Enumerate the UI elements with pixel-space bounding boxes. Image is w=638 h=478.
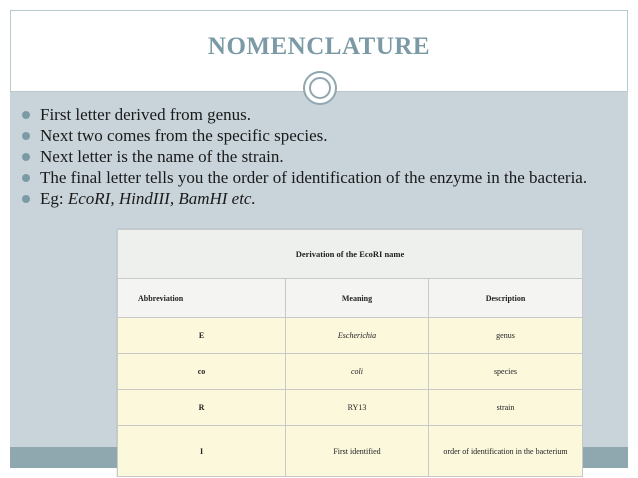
table-cell-meaning: coli bbox=[286, 354, 429, 390]
bullet-item bbox=[22, 148, 612, 166]
bullet-list bbox=[22, 106, 612, 211]
table-cell-description: genus bbox=[429, 318, 583, 354]
slide-title: NOMENCLATURE bbox=[207, 33, 431, 60]
table-cell-meaning: RY13 bbox=[286, 390, 429, 426]
table-cell-description: strain bbox=[429, 390, 583, 426]
bullet-icon bbox=[22, 153, 30, 161]
table-caption: Derivation of the EcoRI name bbox=[118, 230, 583, 279]
bullet-icon bbox=[22, 174, 30, 182]
bullet-example-enzymes: EcoRI, HindIII, BamHI etc. bbox=[67, 189, 256, 208]
table-row bbox=[118, 318, 583, 354]
column-header-description: Description bbox=[429, 279, 583, 318]
table-cell-abbreviation: co bbox=[118, 354, 286, 390]
bullet-item bbox=[22, 190, 612, 208]
bullet-example-prefix: Eg: bbox=[40, 189, 68, 208]
table-cell-meaning: First identified bbox=[286, 426, 429, 477]
table-row bbox=[118, 426, 583, 477]
table-cell-description: order of identification in the bacterium bbox=[429, 426, 583, 477]
bullet-icon bbox=[22, 195, 30, 203]
column-header-abbreviation: Abbreviation bbox=[118, 279, 286, 318]
ecori-derivation-figure bbox=[117, 229, 582, 478]
table-cell-meaning: Escherichia bbox=[286, 318, 429, 354]
table-row bbox=[118, 390, 583, 426]
table-cell-description: species bbox=[429, 354, 583, 390]
bullet-icon bbox=[22, 132, 30, 140]
bullet-text: Next letter is the name of the strain. bbox=[40, 147, 284, 166]
bullet-item bbox=[22, 106, 612, 124]
table-cell-abbreviation: R bbox=[118, 390, 286, 426]
table-caption-row bbox=[118, 230, 583, 279]
table-cell-abbreviation: E bbox=[118, 318, 286, 354]
bullet-item bbox=[22, 169, 612, 187]
bullet-text: The final letter tells you the order of identification of the enzyme in the bacteria. bbox=[40, 168, 588, 187]
bullet-item bbox=[22, 127, 612, 145]
bullet-text: First letter derived from genus. bbox=[40, 105, 252, 124]
circle-ornament-icon bbox=[303, 71, 337, 105]
table-row bbox=[118, 354, 583, 390]
column-header-meaning: Meaning bbox=[286, 279, 429, 318]
bullet-icon bbox=[22, 111, 30, 119]
bullet-text: Next two comes from the specific species. bbox=[40, 126, 328, 145]
ecori-derivation-table bbox=[117, 229, 583, 477]
table-cell-abbreviation: I bbox=[118, 426, 286, 477]
table-header-row bbox=[118, 279, 583, 318]
